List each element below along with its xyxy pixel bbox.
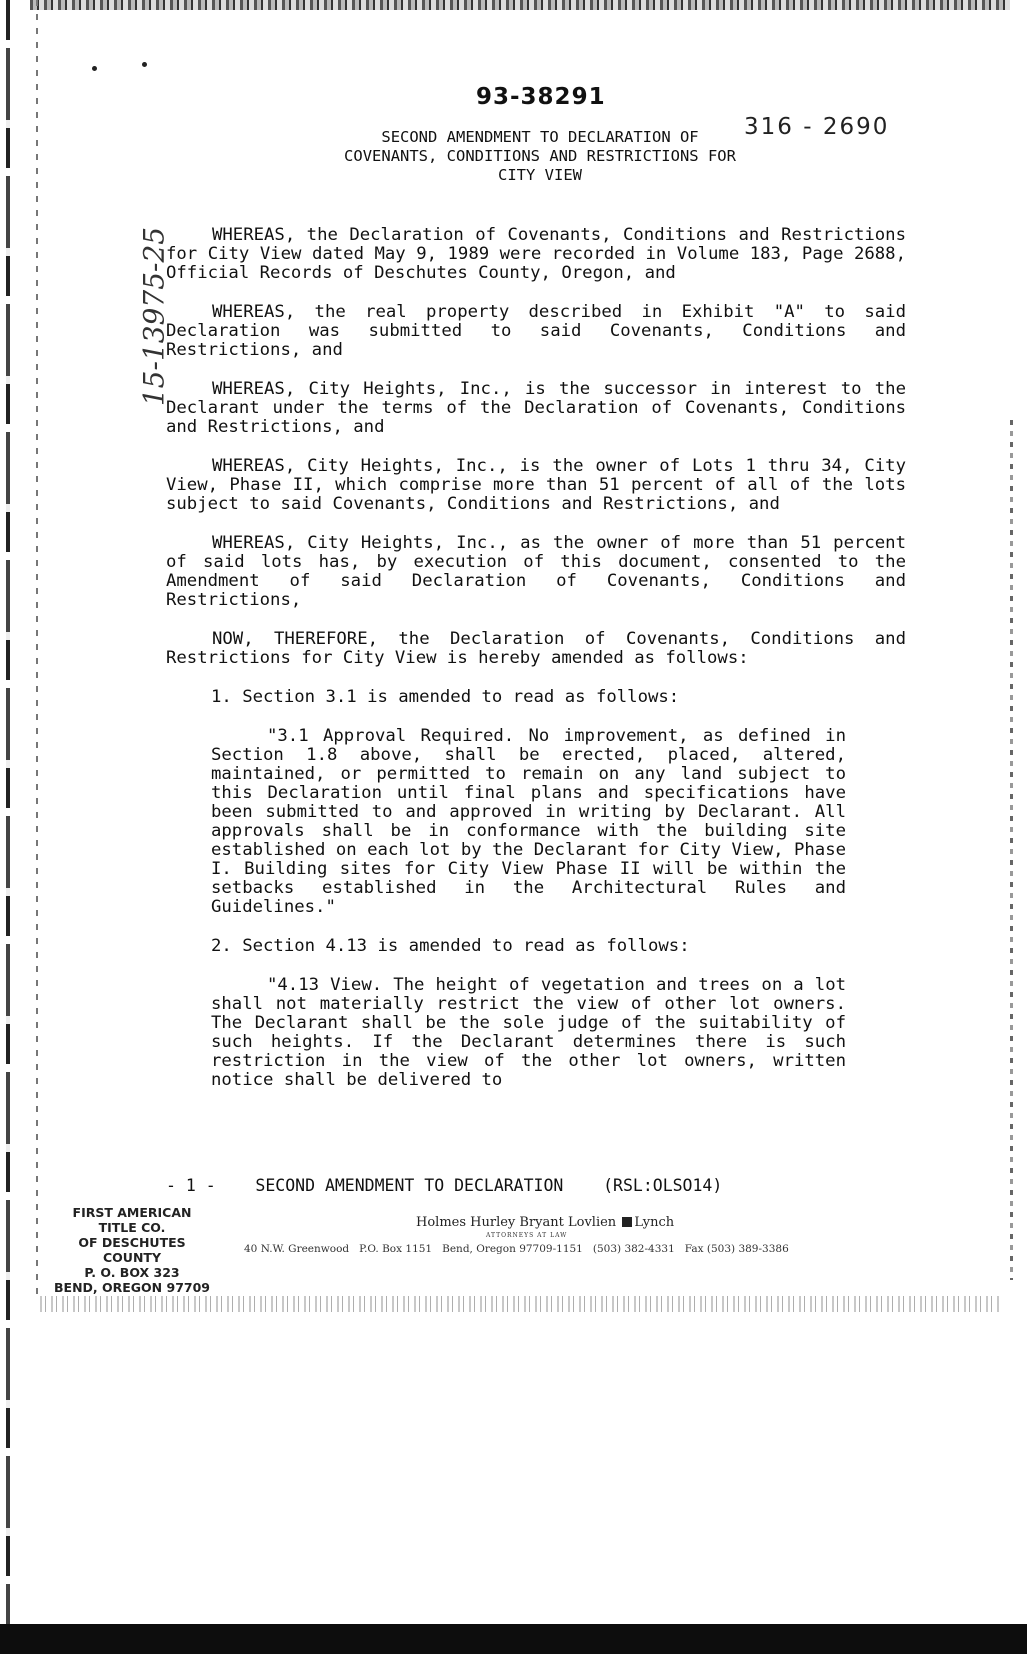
stamp-line: P. O. BOX 323 — [84, 1265, 180, 1280]
firm-name-right: Lynch — [634, 1215, 675, 1230]
recording-number: 93-38291 — [476, 84, 606, 110]
scan-left-edge — [6, 0, 10, 1654]
amended-section-3-1: "3.1 Approval Required. No improvement, as defined in Section 1.8 above, shall be erected, placed, altered, maintained, or permitted to remain on any land subject to this Declaration until final plans and specifications have been submitted to and approved in writing by Declarant. All approvals shall be in conformance with the building site established on each lot by the Declarant for City View, Phase I. Building sites for City View Phase II will be within the setbacks established in the Architectural Rules and Guidelines." — [211, 726, 846, 917]
firm-logo-square-icon — [622, 1217, 632, 1227]
stamp-line: FIRST AMERICAN TITLE CO. — [72, 1205, 192, 1235]
whereas-paragraph: WHEREAS, City Heights, Inc., is the successor in interest to the Declarant under the terms of the Declaration of Covenants, Conditions and Restrictions, and — [166, 379, 906, 437]
law-firm-name — [416, 1215, 674, 1230]
whereas-paragraph: WHEREAS, the Declaration of Covenants, Conditions and Restrictions for City View dated May 9, 1989 were recorded in Volume 183, Page 2688, Official Records of Deschutes County, Oregon, and — [166, 225, 906, 283]
whereas-paragraph: WHEREAS, City Heights, Inc., is the owner of Lots 1 thru 34, City View, Phase II, which comprise more than 51 percent of all of the lots subject to said Covenants, Conditions and Restrictions, and — [166, 456, 906, 514]
page-footer: - 1 - SECOND AMENDMENT TO DECLARATION (RSL:OLSO14) — [166, 1176, 723, 1195]
stamp-line: OF DESCHUTES COUNTY — [78, 1235, 186, 1265]
scan-top-edge — [30, 0, 1010, 10]
punch-dot — [142, 62, 147, 67]
document-body — [166, 226, 906, 1110]
scan-noise-band — [40, 1296, 1000, 1312]
now-therefore-paragraph: NOW, THEREFORE, the Declaration of Covenants, Conditions and Restrictions for City View is hereby amended as follows: — [166, 629, 906, 668]
firm-name-left: Holmes Hurley Bryant Lovlien — [416, 1215, 617, 1230]
scan-right-edge — [1010, 420, 1013, 1280]
scan-bottom-edge — [0, 1624, 1027, 1654]
whereas-paragraph: WHEREAS, City Heights, Inc., as the owner of more than 51 percent of said lots has, by execution of this document, consented to the Amendment of said Declaration of Covenants, Conditions and Restrictions, — [166, 533, 906, 610]
law-firm-subtitle: ATTORNEYS AT LAW — [486, 1232, 568, 1239]
volume-page-reference: 316 - 2690 — [744, 114, 890, 140]
punch-dot — [92, 66, 97, 71]
amendment-item-2: 2. Section 4.13 is amended to read as follows: — [211, 936, 690, 956]
amended-section-4-13: "4.13 View. The height of vegetation and trees on a lot shall not materially restrict the view of other lot owners. The Declarant shall be the sole judge of the suitability of such heights. If the Declarant determines there is such restriction in the view of the other lot owners, written notice shall be delivered to — [211, 975, 846, 1090]
law-firm-address: 40 N.W. Greenwood P.O. Box 1151 Bend, Oregon 97709-1151 (503) 382-4331 Fax (503) 389-3386 — [244, 1243, 789, 1255]
document-title: SECOND AMENDMENT TO DECLARATION OF COVENANTS, CONDITIONS AND RESTRICTIONS FOR CITY VIEW — [344, 128, 736, 184]
whereas-paragraph: WHEREAS, the real property described in Exhibit "A" to said Declaration was submitted to said Covenants, Conditions and Restrictions, and — [166, 302, 906, 360]
handwritten-margin-note: 15-13975-25 — [137, 226, 171, 407]
stamp-line: BEND, OREGON 97709 — [54, 1280, 210, 1295]
amendment-item-1: 1. Section 3.1 is amended to read as follows: — [211, 687, 680, 707]
title-company-stamp — [52, 1205, 212, 1295]
scan-left-border — [36, 0, 38, 1300]
